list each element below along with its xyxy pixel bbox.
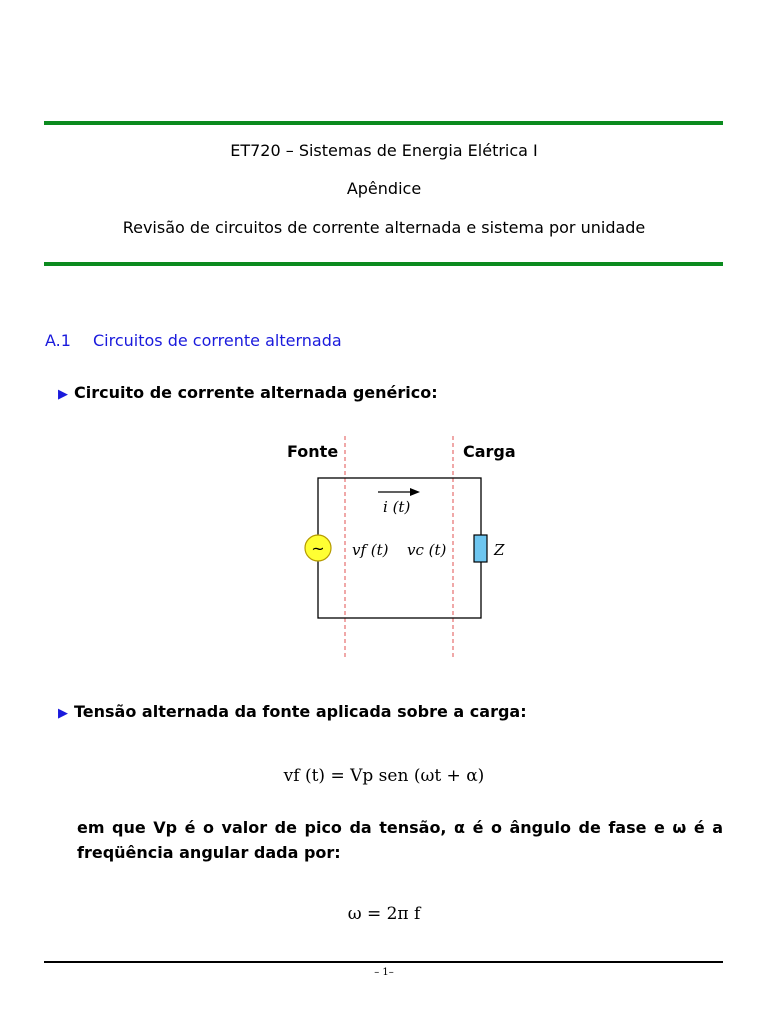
appendix-subtitle: Apêndice: [346, 179, 422, 198]
voltage-equation: vf (t) = Vp sen (ωt + α): [283, 766, 485, 786]
course-title: ET720 – Sistemas de Energia Elétrica I: [230, 141, 538, 160]
bullet-text: Tensão alternada da fonte aplicada sobre a carga:: [74, 702, 527, 721]
explanation-paragraph: em que Vp é o valor de pico da tensão, α é o ângulo de fase e ω é a freqüência angular dada por:: [77, 818, 723, 862]
section-number: A.1: [45, 331, 71, 350]
appendix-topic: Revisão de circuitos de corrente alternada e sistema por unidade: [122, 218, 646, 237]
impedance-block: [474, 535, 487, 562]
load-label: Carga: [463, 442, 516, 461]
bullet-triangle-icon: ▶: [58, 706, 68, 721]
page-number: – 1–: [374, 967, 394, 978]
section-title: Circuitos de corrente alternada: [93, 331, 342, 350]
load-voltage-label: vc (t): [407, 541, 447, 559]
source-voltage-label: vf (t): [352, 541, 389, 559]
bullet-source-voltage: [58, 702, 527, 721]
angular-frequency-equation: ω = 2π f: [347, 904, 421, 924]
bullet-text: Circuito de corrente alternada genérico:: [74, 383, 438, 402]
ac-source-tilde: ~: [311, 539, 325, 558]
bullet-triangle-icon: ▶: [58, 387, 68, 402]
source-label: Fonte: [287, 442, 339, 461]
impedance-label: Z: [494, 541, 505, 559]
footer-rule: [44, 961, 723, 963]
current-arrow-head: [410, 488, 420, 496]
current-label: i (t): [383, 498, 411, 516]
